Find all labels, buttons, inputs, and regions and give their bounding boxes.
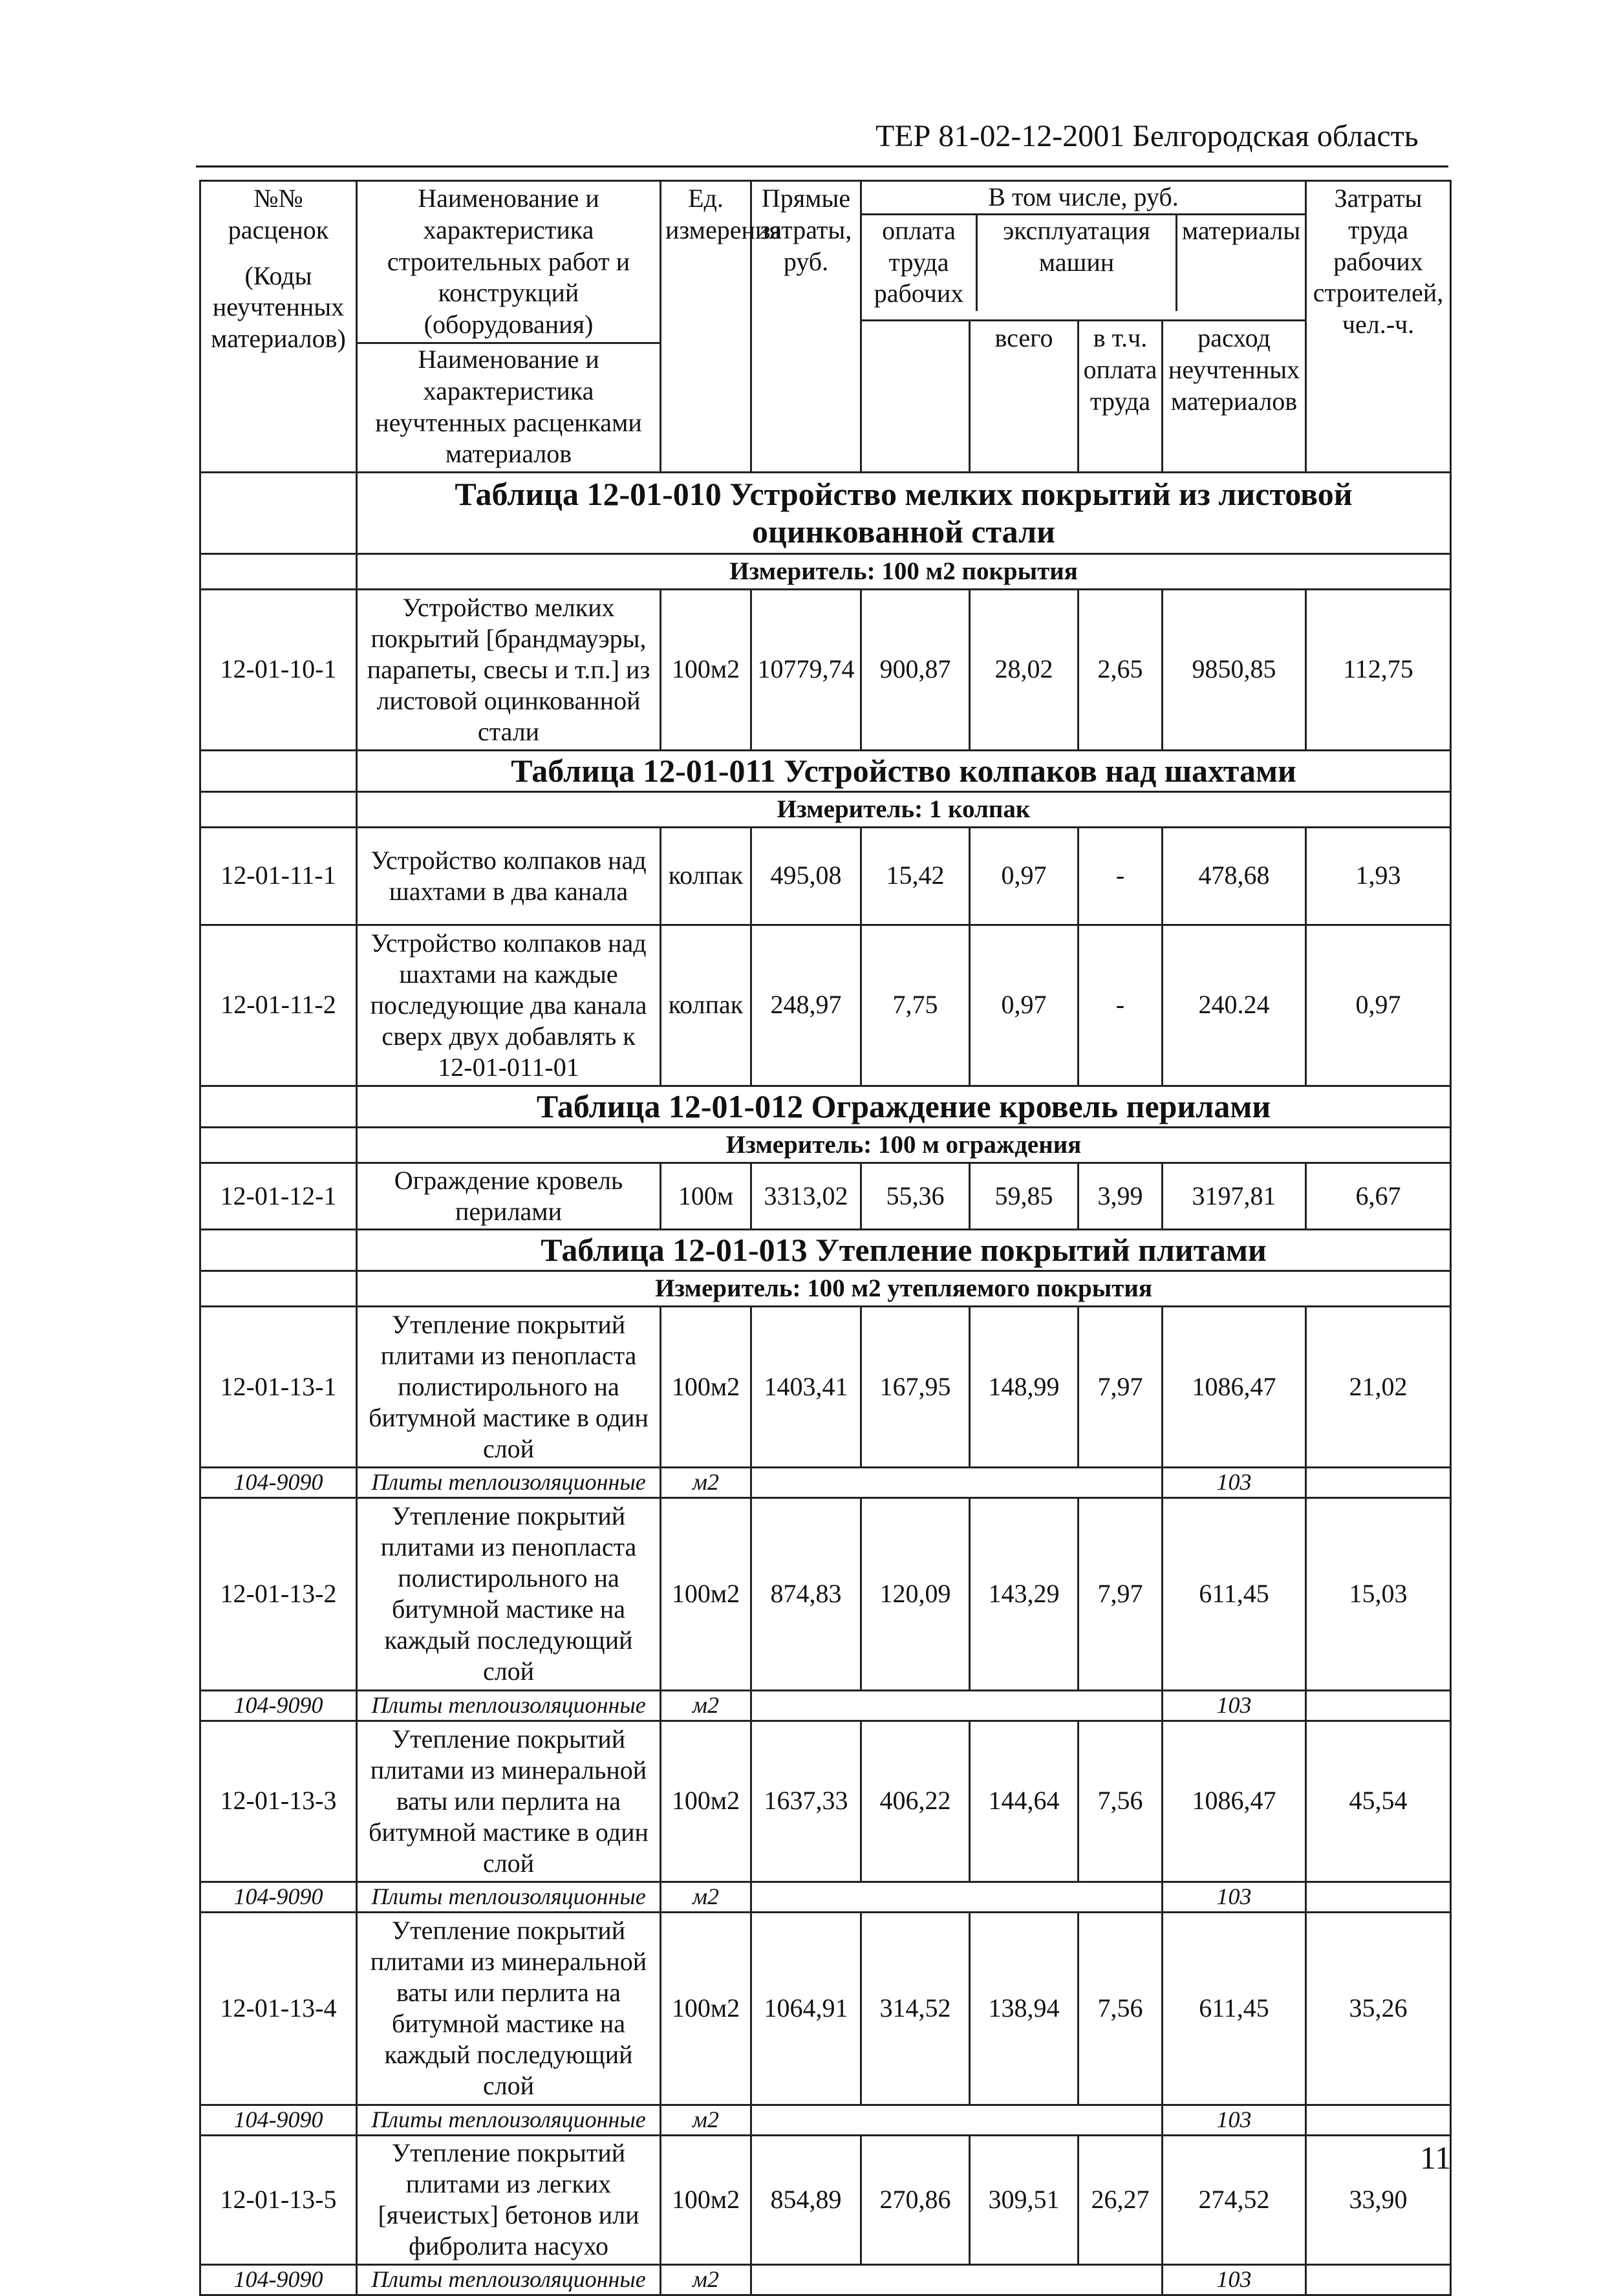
material-gap [751, 1467, 1163, 1497]
rate-unit: колпак [661, 925, 751, 1086]
rate-code: 12-01-11-1 [200, 827, 357, 925]
col-header-materials-alt: расход неучтенных материалов [1163, 321, 1306, 473]
material-row [200, 1690, 1451, 1721]
section-meter: Измеритель: 1 колпак [357, 792, 1451, 828]
rate-unit: 100м2 [661, 589, 751, 750]
rate-unit: 100м2 [661, 1306, 751, 1467]
rate-machines-total: 59,85 [970, 1163, 1079, 1229]
rate-direct-cost: 3313,02 [751, 1163, 861, 1229]
material-name: Плиты теплоизоляционные [357, 2264, 661, 2295]
rate-machines-labor: 3,99 [1079, 1163, 1163, 1229]
rate-code: 12-01-13-1 [200, 1306, 357, 1467]
rate-labor-cost: 270,86 [861, 2135, 970, 2264]
rate-direct-cost: 1637,33 [751, 1721, 861, 1882]
rate-unit: колпак [661, 827, 751, 925]
col-header-machines: эксплуатация машин [978, 215, 1177, 311]
rate-machines-labor: - [1079, 827, 1163, 925]
rate-labor-cost: 55,36 [861, 1163, 970, 1229]
col-header-name-alt-label: Наименование и характеристика неучтенных расценками материалов [358, 342, 660, 470]
material-qty: 103 [1163, 1882, 1306, 1912]
material-unit: м2 [661, 1467, 751, 1497]
rate-labor-cost: 900,87 [861, 589, 970, 750]
material-code: 104-9090 [200, 2105, 357, 2135]
material-gap [751, 1882, 1163, 1912]
rate-code: 12-01-10-1 [200, 589, 357, 750]
rate-direct-cost: 854,89 [751, 2135, 861, 2264]
table-row [200, 2135, 1451, 2264]
rate-labor-hours: 35,26 [1306, 1912, 1451, 2105]
rate-code: 12-01-13-3 [200, 1721, 357, 1882]
col-header-code-label: №№ расценок [228, 184, 329, 244]
section-title: Таблица 12-01-013 Утепление покрытий плитами [357, 1229, 1451, 1271]
material-row [200, 1882, 1451, 1912]
section-title: Таблица 12-01-011 Устройство колпаков над шахтами [357, 750, 1451, 792]
rate-code: 12-01-12-1 [200, 1163, 357, 1229]
rate-machines-labor: 7,97 [1079, 1497, 1163, 1690]
rate-name: Устройство колпаков над шахтами в два канала [357, 827, 661, 925]
rate-name: Утепление покрытий плитами из минеральной ваты или перлита на битумной мастике на каждый последующий слой [357, 1912, 661, 2105]
meter-code-cell [200, 554, 357, 590]
section-title-code-cell [200, 473, 357, 554]
rate-unit: 100м2 [661, 2135, 751, 2264]
section-title-code-cell [200, 1086, 357, 1128]
section-meter: Измеритель: 100 м2 утепляемого покрытия [357, 1271, 1451, 1307]
material-unit: м2 [661, 2264, 751, 2295]
rate-labor-cost: 314,52 [861, 1912, 970, 2105]
meter-code-cell [200, 1128, 357, 1163]
material-row [200, 2105, 1451, 2135]
rate-machines-labor: 7,56 [1079, 1912, 1163, 2105]
rate-code: 12-01-13-2 [200, 1497, 357, 1690]
col-header-name-label: Наименование и характеристика строительных работ и конструкций (оборудования) [387, 184, 630, 339]
material-code: 104-9090 [200, 1882, 357, 1912]
rate-machines-labor: - [1079, 925, 1163, 1086]
material-hours-empty [1306, 2105, 1451, 2135]
table-row [200, 1306, 1451, 1467]
table-row [200, 827, 1451, 925]
table-row [200, 589, 1451, 750]
material-hours-empty [1306, 1467, 1451, 1497]
rate-materials: 611,45 [1163, 1912, 1306, 2105]
col-header-code-alt-label: (Коды неучтенных материалов) [211, 261, 346, 354]
rate-machines-total: 309,51 [970, 2135, 1079, 2264]
rate-machines-labor: 7,97 [1079, 1306, 1163, 1467]
section-title: Таблица 12-01-012 Ограждение кровель перилами [357, 1086, 1451, 1128]
rate-materials: 1086,47 [1163, 1306, 1306, 1467]
rate-materials: 478,68 [1163, 827, 1306, 925]
rate-unit: 100м [661, 1163, 751, 1229]
rate-labor-cost: 7,75 [861, 925, 970, 1086]
section-title-code-cell [200, 750, 357, 792]
rate-machines-total: 148,99 [970, 1306, 1079, 1467]
col-header-name [357, 181, 661, 473]
material-qty: 103 [1163, 2264, 1306, 2295]
col-header-hours: Затраты труда рабочих строителей, чел.-ч. [1306, 181, 1451, 473]
col-header-machines-total: всего [970, 321, 1079, 473]
table-row [200, 1163, 1451, 1229]
rate-labor-hours: 45,54 [1306, 1721, 1451, 1882]
rate-unit: 100м2 [661, 1912, 751, 2105]
section-meter: Измеритель: 100 м2 покрытия [357, 554, 1451, 590]
table-row [200, 1721, 1451, 1882]
material-hours-empty [1306, 2264, 1451, 2295]
rate-machines-total: 143,29 [970, 1497, 1079, 1690]
rate-code: 12-01-13-4 [200, 1912, 357, 2105]
material-name: Плиты теплоизоляционные [357, 1467, 661, 1497]
rate-materials: 611,45 [1163, 1497, 1306, 1690]
rate-labor-cost: 167,95 [861, 1306, 970, 1467]
material-gap [751, 2264, 1163, 2295]
table-row [200, 1912, 1451, 2105]
rate-labor-hours: 33,90 [1306, 2135, 1451, 2264]
rate-labor-hours: 6,67 [1306, 1163, 1451, 1229]
material-unit: м2 [661, 2105, 751, 2135]
material-hours-empty [1306, 1690, 1451, 1721]
rate-labor-hours: 15,03 [1306, 1497, 1451, 1690]
document-header: ТЕР 81-02-12-2001 Белгородская область [875, 119, 1419, 153]
table-row [200, 925, 1451, 1086]
rate-materials: 3197,81 [1163, 1163, 1306, 1229]
material-name: Плиты теплоизоляционные [357, 1690, 661, 1721]
rate-unit: 100м2 [661, 1497, 751, 1690]
rate-labor-cost: 15,42 [861, 827, 970, 925]
material-qty: 103 [1163, 1467, 1306, 1497]
material-hours-empty [1306, 1882, 1451, 1912]
meter-code-cell [200, 1271, 357, 1307]
rate-name: Ограждение кровель перилами [357, 1163, 661, 1229]
rate-labor-hours: 1,93 [1306, 827, 1451, 925]
rate-labor-hours: 112,75 [1306, 589, 1451, 750]
rate-name: Утепление покрытий плитами из пенопласта полистирольного на битумной мастике на каждый последующий слой [357, 1497, 661, 1690]
col-header-labor: оплата труда рабочих [862, 215, 978, 311]
rate-labor-hours: 0,97 [1306, 925, 1451, 1086]
page-number: 11 [1420, 2140, 1452, 2176]
rate-machines-total: 0,97 [970, 925, 1079, 1086]
rate-direct-cost: 1064,91 [751, 1912, 861, 2105]
col-header-incl-group [861, 181, 1306, 321]
col-header-direct: Прямые затраты, руб. [751, 181, 861, 473]
rate-machines-labor: 26,27 [1079, 2135, 1163, 2264]
rate-direct-cost: 495,08 [751, 827, 861, 925]
rate-direct-cost: 874,83 [751, 1497, 861, 1690]
rate-direct-cost: 248,97 [751, 925, 861, 1086]
rate-direct-cost: 10779,74 [751, 589, 861, 750]
col-header-materials: материалы [1181, 215, 1301, 245]
material-unit: м2 [661, 1882, 751, 1912]
rate-labor-cost: 406,22 [861, 1721, 970, 1882]
material-name: Плиты теплоизоляционные [357, 2105, 661, 2135]
rate-name: Утепление покрытий плитами из пенопласта полистирольного на битумной мастике в один слой [357, 1306, 661, 1467]
material-code: 104-9090 [200, 1467, 357, 1497]
section-meter: Измеритель: 100 м ограждения [357, 1128, 1451, 1163]
col-header-unit: Ед. измерения [661, 181, 751, 473]
col-header-labor-cont [861, 321, 970, 473]
material-row [200, 2264, 1451, 2295]
rate-name: Устройство мелких покрытий [брандмауэры, парапеты, свесы и т.п.] из листовой оцинкованной стали [357, 589, 661, 750]
rate-labor-hours: 21,02 [1306, 1306, 1451, 1467]
material-name: Плиты теплоизоляционные [357, 1882, 661, 1912]
section-title: Таблица 12-01-010 Устройство мелких покрытий из листовой оцинкованной стали [357, 473, 1451, 554]
rate-name: Утепление покрытий плитами из легких [ячеистых] бетонов или фибролита насухо [357, 2135, 661, 2264]
rate-labor-cost: 120,09 [861, 1497, 970, 1690]
table-row [200, 1497, 1451, 1690]
meter-code-cell [200, 792, 357, 828]
rate-materials: 240.24 [1163, 925, 1306, 1086]
rate-code: 12-01-11-2 [200, 925, 357, 1086]
rate-code: 12-01-13-5 [200, 2135, 357, 2264]
rate-name: Утепление покрытий плитами из минеральной ваты или перлита на битумной мастике в один слой [357, 1721, 661, 1882]
material-gap [751, 2105, 1163, 2135]
material-qty: 103 [1163, 2105, 1306, 2135]
material-qty: 103 [1163, 1690, 1306, 1721]
rate-machines-total: 144,64 [970, 1721, 1079, 1882]
price-table [199, 180, 1452, 2296]
rate-machines-total: 0,97 [970, 827, 1079, 925]
rate-materials: 274,52 [1163, 2135, 1306, 2264]
rate-name: Устройство колпаков над шахтами на каждые последующие два канала сверх двух добавлять к 12-01-011-01 [357, 925, 661, 1086]
rate-machines-total: 138,94 [970, 1912, 1079, 2105]
material-unit: м2 [661, 1690, 751, 1721]
rate-unit: 100м2 [661, 1721, 751, 1882]
rate-materials: 1086,47 [1163, 1721, 1306, 1882]
col-header-code [200, 181, 357, 473]
rate-machines-labor: 7,56 [1079, 1721, 1163, 1882]
table-body [200, 181, 1451, 2295]
rate-machines-labor: 2,65 [1079, 589, 1163, 750]
material-gap [751, 1690, 1163, 1721]
col-header-incl: В том числе, руб. [862, 182, 1305, 215]
header-rule [196, 166, 1448, 167]
material-row [200, 1467, 1451, 1497]
rate-materials: 9850,85 [1163, 589, 1306, 750]
rate-direct-cost: 1403,41 [751, 1306, 861, 1467]
section-title-code-cell [200, 1229, 357, 1271]
rate-machines-total: 28,02 [970, 589, 1079, 750]
material-code: 104-9090 [200, 1690, 357, 1721]
material-code: 104-9090 [200, 2264, 357, 2295]
col-header-machines-labor: в т.ч. оплата труда [1079, 321, 1163, 473]
